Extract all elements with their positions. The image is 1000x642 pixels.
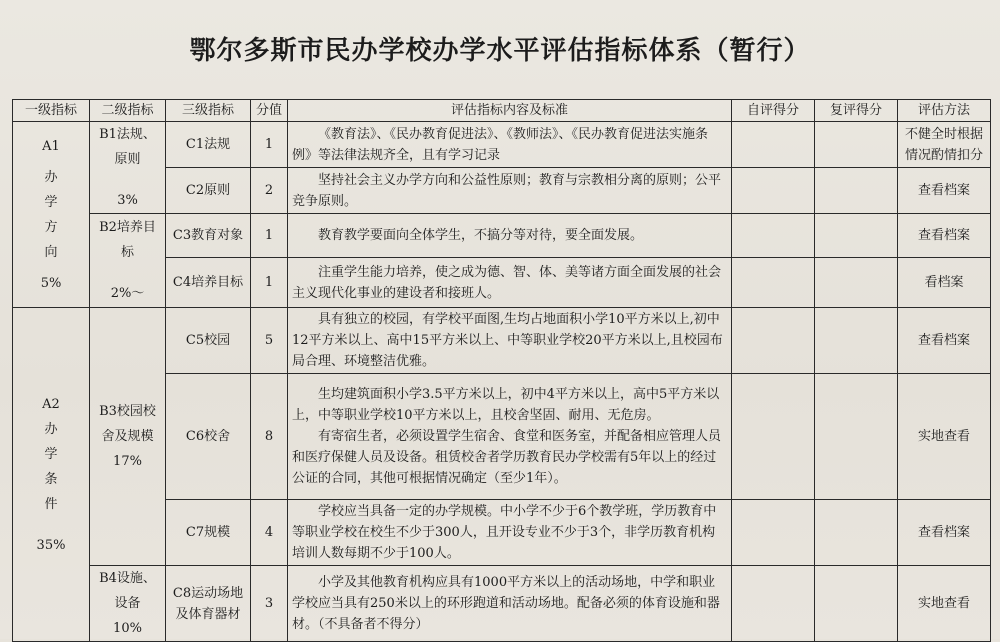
table-row <box>13 308 991 374</box>
c8-review-score <box>815 566 898 642</box>
b4-label: B4设施、设备 <box>99 571 156 611</box>
a1-weight: 5% <box>40 275 62 291</box>
c4-score: 1 <box>251 258 288 308</box>
header-self-score: 自评得分 <box>732 100 815 122</box>
c6-content <box>288 374 732 500</box>
c4-method: 看档案 <box>898 258 991 308</box>
c5-self-score <box>732 308 815 374</box>
b1-weight: 3% <box>117 193 138 208</box>
a2-code: A2 <box>42 396 60 412</box>
c5-method: 查看档案 <box>898 308 991 374</box>
c6-content-p2: 有寄宿生者，必须设置学生宿舍、食堂和医务室，并配备相应管理人员和医疗保健人员及设备。租赁校舍者学历教育民办学校需有5年以上的经过公证的合同，其他可根据情况确定（至少1年）。 <box>292 429 722 486</box>
c6-review-score <box>815 374 898 500</box>
c1-label: C1法规 <box>166 122 251 168</box>
c5-label: C5校园 <box>166 308 251 374</box>
header-score: 分值 <box>251 100 288 122</box>
b3-weight: 17% <box>113 454 142 469</box>
c5-review-score <box>815 308 898 374</box>
page-title: 鄂尔多斯市民办学校办学水平评估指标体系（暂行） <box>189 36 811 66</box>
c2-self-score <box>732 168 815 214</box>
c4-review-score <box>815 258 898 308</box>
c3-review-score <box>815 214 898 258</box>
c2-content: 坚持社会主义办学方向和公益性原则；教育与宗教相分离的原则；公平竞争原则。 <box>288 168 732 214</box>
c2-method: 查看档案 <box>898 168 991 214</box>
a2-char: 办 <box>44 421 58 437</box>
c2-label: C2原则 <box>166 168 251 214</box>
level2-b3-cell <box>90 308 166 566</box>
c6-label: C6校舍 <box>166 374 251 500</box>
a2-char: 学 <box>44 446 58 462</box>
c3-score: 1 <box>251 214 288 258</box>
c7-label: C7规模 <box>166 500 251 566</box>
c1-review-score <box>815 122 898 168</box>
c7-content: 学校应当具备一定的办学规模。中小学不少于6个教学班，学历教育中等职业学校在校生不少于300人，且开设专业不少于3个，非学历教育机构培训人数每期不少于100人。 <box>288 500 732 566</box>
c3-method: 查看档案 <box>898 214 991 258</box>
a2-weight: 35% <box>36 537 66 553</box>
b1-label: B1法规、原则 <box>99 127 156 167</box>
c7-review-score <box>815 500 898 566</box>
c1-method: 不健全时根据情况酌情扣分 <box>898 122 991 168</box>
c5-content: 具有独立的校园，有学校平面图,生均占地面积小学10平方米以上,初中12平方米以上、高中15平方米以上、中等职业学校20平方米以上,且校园布局合理、环境整洁优雅。 <box>288 308 732 374</box>
c6-self-score <box>732 374 815 500</box>
a2-char: 件 <box>44 496 58 512</box>
header-level1: 一级指标 <box>13 100 90 122</box>
header-level3: 三级指标 <box>166 100 251 122</box>
c8-content: 小学及其他教育机构应具有1000平方米以上的活动场地，中学和职业学校应当具有250米以上的环形跑道和活动场地。配备必须的体育设施和器材。（不具备者不得分） <box>288 566 732 642</box>
level2-b1-cell <box>90 122 166 214</box>
c6-content-p1: 生均建筑面积小学3.5平方米以上，初中4平方米以上，高中5平方米以上，中等职业学校10平方米以上，且校舍坚固、耐用、无危房。 <box>292 387 720 423</box>
c8-method: 实地查看 <box>898 566 991 642</box>
c5-score: 5 <box>251 308 288 374</box>
c3-content: 教育教学要面向全体学生，不搞分等对待，要全面发展。 <box>288 214 732 258</box>
table-header-row <box>13 100 991 122</box>
a1-char: 办 <box>44 169 58 185</box>
c1-score: 1 <box>251 122 288 168</box>
evaluation-table <box>12 99 991 642</box>
c7-method: 查看档案 <box>898 500 991 566</box>
c8-score: 3 <box>251 566 288 642</box>
a1-code: A1 <box>42 138 60 154</box>
c8-self-score <box>732 566 815 642</box>
c3-self-score <box>732 214 815 258</box>
level1-a2-cell <box>13 308 90 642</box>
c1-self-score <box>732 122 815 168</box>
table-row <box>13 122 991 168</box>
level2-b2-cell <box>90 214 166 308</box>
level1-a1-cell <box>13 122 90 308</box>
c4-content: 注重学生能力培养，使之成为德、智、体、美等诸方面全面发展的社会主义现代化事业的建设者和接班人。 <box>288 258 732 308</box>
header-method: 评估方法 <box>898 100 991 122</box>
table-row <box>13 566 991 642</box>
b2-label: B2培养目标 <box>99 220 156 260</box>
a1-char: 方 <box>44 219 58 235</box>
c6-score: 8 <box>251 374 288 500</box>
header-review-score: 复评得分 <box>815 100 898 122</box>
c6-method: 实地查看 <box>898 374 991 500</box>
c7-self-score <box>732 500 815 566</box>
c4-label: C4培养目标 <box>166 258 251 308</box>
header-content: 评估指标内容及标准 <box>288 100 732 122</box>
c7-score: 4 <box>251 500 288 566</box>
table-row <box>13 214 991 258</box>
b4-weight: 10% <box>113 621 142 636</box>
header-level2: 二级指标 <box>90 100 166 122</box>
c2-score: 2 <box>251 168 288 214</box>
b2-weight: 2%～ <box>110 286 145 301</box>
a2-char: 条 <box>44 471 58 487</box>
c2-review-score <box>815 168 898 214</box>
b3-label: B3校园校舍及规模 <box>99 404 156 444</box>
c3-label: C3教育对象 <box>166 214 251 258</box>
c1-content: 《教育法》、《民办教育促进法》、《教师法》、《民办教育促进法实施条例》等法律法规齐全，且有学习记录 <box>288 122 732 168</box>
c8-label: C8运动场地及体育器材 <box>166 566 251 642</box>
level2-b4-cell <box>90 566 166 642</box>
c4-self-score <box>732 258 815 308</box>
a1-char: 学 <box>44 194 58 210</box>
a1-char: 向 <box>44 244 58 260</box>
